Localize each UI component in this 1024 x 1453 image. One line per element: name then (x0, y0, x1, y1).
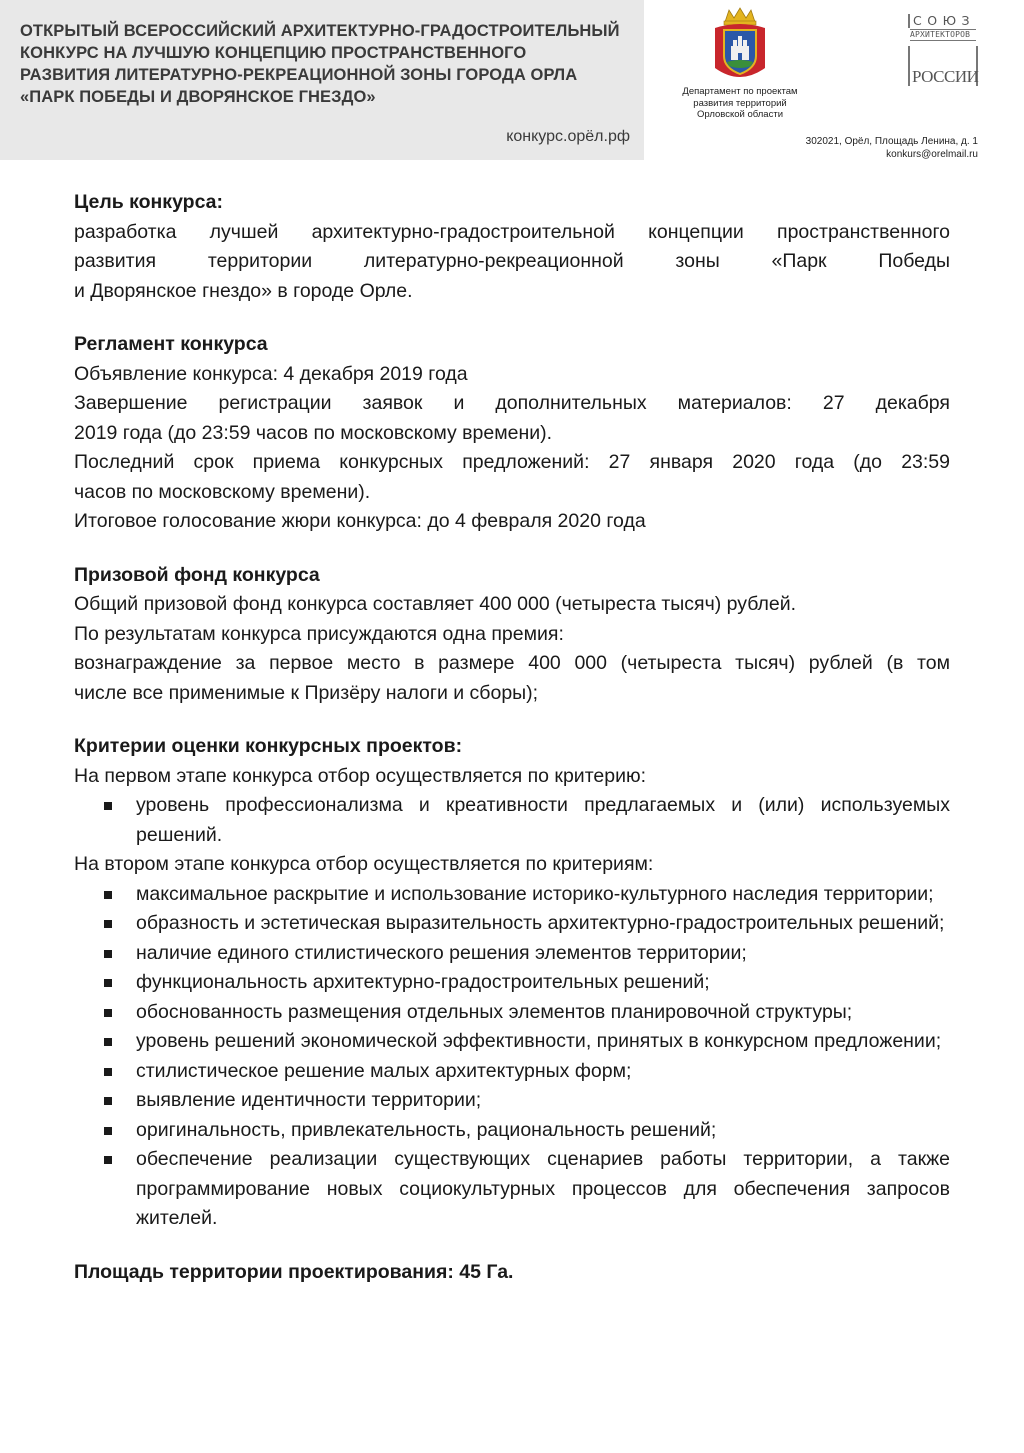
bullet-square-icon (104, 891, 112, 899)
criteria-title: Критерии оценки конкурсных проектов: (74, 735, 463, 757)
goal-line: разработка лучшей архитектурно-градостроительной концепции пространственного (74, 220, 950, 243)
list-item (74, 1145, 950, 1234)
criteria-stage1-list (74, 791, 950, 850)
list-item (74, 1057, 950, 1087)
prize-title: Призовой фонд конкурса (74, 563, 320, 586)
contest-title-line: «ПАРК ПОБЕДЫ И ДВОРЯНСКОЕ ГНЕЗДО» (20, 88, 376, 106)
contest-title-line: РАЗВИТИЯ ЛИТЕРАТУРНО-РЕКРЕАЦИОННОЙ ЗОНЫ ГОРОДА ОРЛА (20, 66, 578, 84)
list-item (74, 968, 950, 998)
union-of-architects-logo (908, 14, 978, 84)
criterion-text: максимальное раскрытие и использование историко-культурного наследия территории; (136, 882, 934, 905)
schedule-section (74, 330, 950, 537)
criterion-text: обоснованность размещения отдельных элементов планировочной структуры; (136, 1000, 853, 1023)
prize-count: По результатам конкурса присуждаются одна премия: (74, 622, 564, 645)
union-logo-middle: АРХИТЕКТОРОВ (910, 29, 976, 41)
criteria-stage2-list (74, 880, 950, 1234)
criterion-text: стилистическое решение малых архитектурных форм; (136, 1059, 632, 1082)
contest-title (20, 20, 630, 108)
list-item (74, 909, 950, 939)
contest-site-link[interactable]: конкурс.орёл.рф (506, 128, 630, 145)
list-item (74, 791, 950, 850)
contest-title-line: ОТКРЫТЫЙ ВСЕРОССИЙСКИЙ АРХИТЕКТУРНО-ГРАДОСТРОИТЕЛЬНЫЙ (20, 22, 620, 40)
criteria-stage2-intro: На втором этапе конкурса отбор осуществляется по критериям: (74, 853, 654, 875)
criterion-text: уровень решений экономической эффективности, принятых в конкурсном предложении; (136, 1030, 942, 1052)
prize-first-line: вознаграждение за первое место в размере 400 000 (четыреста тысяч) рублей (в том (74, 652, 950, 674)
list-item (74, 880, 950, 910)
bullet-square-icon (104, 920, 112, 928)
goal-section (74, 188, 950, 306)
department-line: развития территорий (693, 97, 787, 109)
criterion-text: выявление идентичности территории; (136, 1089, 482, 1111)
criteria-stage1-intro: На первом этапе конкурса отбор осуществляется по критерию: (74, 764, 647, 787)
contacts (806, 136, 978, 161)
department-line: Департамент по проектам (682, 86, 798, 97)
schedule-deadline-line: Последний срок приема конкурсных предложений: 27 января 2020 года (до 23:59 (74, 451, 950, 473)
union-logo-top: СОЮЗ (908, 14, 979, 28)
document-body (74, 188, 950, 1287)
schedule-announce: Объявление конкурса: 4 декабря 2019 года (74, 362, 468, 385)
schedule-registration-line: Завершение регистрации заявок и дополнительных материалов: 27 декабря (74, 392, 950, 414)
list-item (74, 998, 950, 1028)
bullet-square-icon (104, 802, 112, 810)
schedule-deadline-line: часов по московскому времени). (74, 480, 371, 503)
prize-section (74, 561, 950, 709)
criteria-section (74, 732, 950, 1234)
schedule-vote: Итоговое голосование жюри конкурса: до 4 февраля 2020 года (74, 510, 646, 532)
address: 302021, Орёл, Площадь Ленина, д. 1 (805, 136, 978, 147)
goal-line: и Дворянское гнездо» в городе Орле. (74, 279, 413, 302)
list-item (74, 939, 950, 969)
criterion-text: уровень профессионализма и креативности предлагаемых и (или) используемых решений. (136, 794, 950, 846)
prize-total: Общий призовой фонд конкурса составляет 400 000 (четыреста тысяч) рублей. (74, 593, 797, 615)
list-item (74, 1027, 950, 1057)
union-logo-frame (908, 46, 978, 86)
criterion-text: функциональность архитектурно-градостроительных решений; (136, 971, 710, 993)
bullet-square-icon (104, 979, 112, 987)
schedule-title: Регламент конкурса (74, 333, 268, 355)
list-item (74, 1116, 950, 1146)
schedule-registration-line: 2019 года (до 23:59 часов по московскому времени). (74, 421, 553, 444)
design-area: Площадь территории проектирования: 45 Га. (74, 1260, 514, 1283)
prize-first-line: числе все применимые к Призёру налоги и сборы); (74, 681, 539, 704)
header-banner (0, 0, 644, 160)
bullet-square-icon (104, 950, 112, 958)
list-item (74, 1086, 950, 1116)
criterion-text: образность и эстетическая выразительность архитектурно-градостроительных решений; (136, 912, 945, 934)
bullet-square-icon (104, 1097, 112, 1105)
criterion-text: наличие единого стилистического решения элементов территории; (136, 941, 747, 964)
goal-line: развития территории литературно-рекреационной зоны «Парк Победы (74, 250, 950, 272)
contest-title-line: КОНКУРС НА ЛУЧШУЮ КОНЦЕПЦИЮ ПРОСТРАНСТВЕННОГО (20, 44, 527, 62)
department-line: Орловской области (697, 109, 783, 120)
email-link[interactable]: konkurs@orelmail.ru (886, 148, 978, 160)
criterion-text: обеспечение реализации существующих сценариев работы территории, а также программирование новых социокультурных процессов для обеспечения запросов жителей. (136, 1148, 950, 1229)
department-caption (660, 86, 820, 121)
goal-title: Цель конкурса: (74, 191, 223, 213)
bullet-square-icon (104, 1009, 112, 1017)
bullet-square-icon (104, 1038, 112, 1046)
bullet-square-icon (104, 1068, 112, 1076)
oryol-coat-of-arms-icon (711, 6, 769, 82)
bullet-square-icon (104, 1156, 112, 1164)
union-logo-bottom: РОССИИ (912, 67, 979, 86)
bullet-square-icon (104, 1127, 112, 1135)
criterion-text: оригинальность, привлекательность, рациональность решений; (136, 1118, 717, 1141)
